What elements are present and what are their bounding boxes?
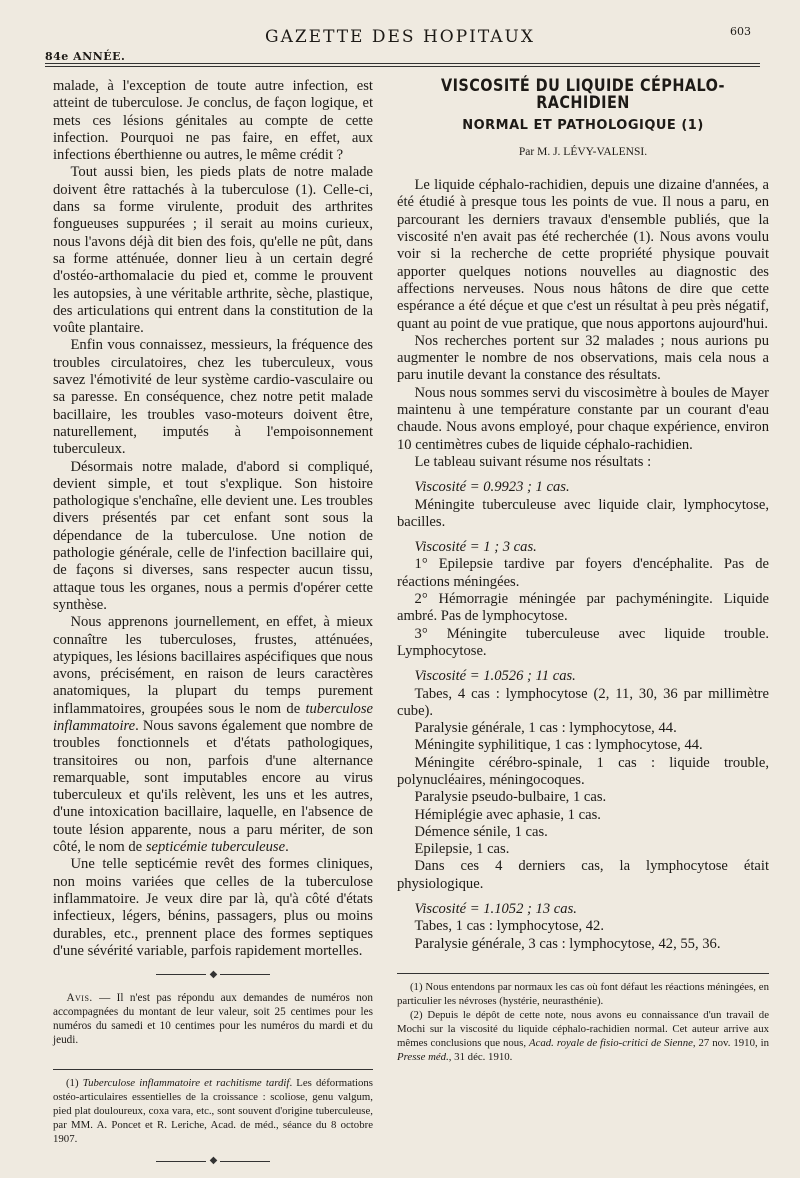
ornament-divider: ◆ <box>53 966 373 983</box>
newspaper-title: GAZETTE DES HOPITAUX <box>264 27 535 47</box>
footnote-rule <box>53 1069 373 1070</box>
right-column <box>397 78 769 1064</box>
viscosity-group-2-heading: Viscosité = 1 ; 3 cas. <box>414 539 537 556</box>
right-paragraph-3: Nous nous sommes servi du viscosimètre à boules de Mayer maintenu à une température constante par un courant d'eau chaude. Nous avons employé, pour chaque expérience, environ 10 centimètres cubes de liquide céphalo-rachidien. <box>397 384 769 453</box>
left-paragraph-6: Une telle septicémie revêt des formes cliniques, non moins variées que celles de la tuberculose inflammatoire. Je veux dire par là, qu'à côté d'états infectieux, légers, bénins, passagers, plus ou moins durables, etc., prennent place des formes septiques d'une sévérité variable, parfois rapidement mortelles. <box>53 856 373 959</box>
viscosity-group-2-case-1: 1° Epilepsie tardive par foyers d'encéphalite. Pas de réactions méningées. <box>397 556 769 590</box>
left-paragraph-1: malade, à l'exception de toute autre infection, est atteint de tuberculose. Je conclus, de façon logique, et mets ces lésions génitales au compte de cette infection. Pourquoi ne pas faire, en effet, aux infections éberthienne ou autres, le même crédit ? <box>53 78 373 164</box>
article-title: VISCOSITÉ DU LIQUIDE CÉPHALO-RACHIDIEN <box>441 76 725 114</box>
viscosity-group-3-case-7: Démence sénile, 1 cas. <box>414 823 548 840</box>
viscosity-group-3-case-3: Méningite syphilitique, 1 cas : lymphocytose, 44. <box>414 737 703 754</box>
viscosity-group-3-case-8: Epilepsie, 1 cas. <box>414 841 510 858</box>
viscosity-group-1-heading: Viscosité = 0.9923 ; 1 cas. <box>414 479 570 496</box>
ornament-divider-bottom: ◆ <box>53 1152 373 1169</box>
viscosity-group-2-case-2: 2° Hémorragie méningée par pachyméningite. Liquide ambré. Pas de lymphocytose. <box>397 591 769 625</box>
left-paragraph-2: Tout aussi bien, les pieds plats de notre malade doivent être rattachés à la tuberculose (1). Celle-ci, dans sa forme virulente, produit des arthrites fongueuses suppurées ; il serait au moins curieux, nous l'avons déjà dit bien des fois, qu'elle ne pût, dans sa forme atténuée, donner lieu à un certain degré d'ostéo-arthomalacie du pied et, comme le prouvent les autopsies, à une véritable arthrite, sèche, plastique, des articulations qui entrent dans la constitution de la voûte plantaire. <box>53 164 373 337</box>
left-column <box>53 78 373 1178</box>
right-paragraph-2: Nos recherches portent sur 32 malades ; nous aurions pu augmenter le nombre de nos observations, mais cela nous a paru inutile devant la constance des résultats. <box>397 332 769 384</box>
viscosity-group-4-heading: Viscosité = 1.1052 ; 13 cas. <box>414 901 577 918</box>
viscosity-group-2-case-3: 3° Méningite tuberculeuse avec liquide trouble. Lymphocytose. <box>397 625 769 659</box>
left-paragraph-5: Nous apprenons journellement, en effet, à mieux connaître les tuberculoses, frustes, atténuées, atypiques, les lésions bacillaires aspécifiques que nous avons, précisément, en raison de leurs caractères anatomiques, la plupart du temps purement inflammatoires, groupées sous le nom de tuberculose inflammatoire. Nous savons également que nombre de troubles fonctionnels et d'états pathologiques, transitoires ou non, parfois d'une alternance remarquable, sont imputables encore au virus tuberculeux et qu'ils relèvent, les uns et les autres, d'une intoxication bacillaire, laquelle, en l'absence de toute lésion apparente, nous a paru mériter, de son côté, le nom de septicémie tuberculeuse. <box>53 614 373 856</box>
viscosity-group-3-case-1: Tabes, 4 cas : lymphocytose (2, 11, 30, 36 par millimètre cube). <box>397 685 769 719</box>
viscosity-group-3-case-6: Hémiplégie avec aphasie, 1 cas. <box>414 806 601 823</box>
viscosity-group-3-case-4: Méningite cérébro-spinale, 1 cas : liquide trouble, polynucléaires, méningocoques. <box>397 754 769 788</box>
right-footnote-rule <box>397 973 769 974</box>
right-footnote-2: (2) Depuis le dépôt de cette note, nous avons eu connaissance d'un travail de Mochi sur la viscosité du liquide céphalo-rachidien normal. Cet auteur arrive aux mêmes conclusions que nous, Acad. royale de fisio-critici de Sienne, 27 nov. 1910, in Presse méd., 31 déc. 1910. <box>397 1008 770 1063</box>
viscosity-group-3-note: Dans ces 4 derniers cas, la lymphocytose était physiologique. <box>397 858 769 892</box>
avis-label: Avis. <box>66 992 93 1005</box>
issue-number: 84e ANNÉE. <box>45 50 126 63</box>
article-author: Par M. J. LÉVY-VALENSI. <box>518 145 648 158</box>
term-tuberculose-inflammatoire: tuberculose inflammatoire <box>53 700 373 734</box>
viscosity-group-1-case: Méningite tuberculeuse avec liquide clair, lymphocytose, bacilles. <box>397 496 769 530</box>
right-footnote-1: (1) Nous entendons par normaux les cas où font défaut les réactions méningées, en particulier les névroses (hystérie, neurasthénie). <box>397 980 769 1007</box>
left-footnote-1: (1) Tuberculose inflammatoire et rachitisme tardif. Les déformations ostéo-articulaires essentielles de la croissance : scoliose, genu valgum, pied plat douloureux, coxa vara, etc., sont souvent d'origine tuberculeuse, par MM. A. Poncet et R. Leriche, Acad. de méd., séance du 8 octobre 1907. <box>53 1077 373 1146</box>
left-paragraph-4: Désormais notre malade, d'abord si compliqué, devient simple, et tout s'explique. Son histoire pathologique s'enchaîne, elle devient une. Les troubles divers présentés par cet enfant sont sous la dépendance de la tuberculose. Une notion de pathologie générale, celle de l'infection bacillaire qui, de façons si diverses, sans respecter aucun tissu, attaque tous les organes, nous a permis d'opérer cette synthèse. <box>53 458 373 613</box>
avis-text: — Il n'est pas répondu aux demandes de numéros non accompagnées du montant de leur valeur, soit 25 centimes pour les numéros du samedi et 10 centimes pour les numéros du mardi et du jeudi. <box>53 992 373 1047</box>
article-subtitle: NORMAL ET PATHOLOGIQUE (1) <box>462 117 704 133</box>
viscosity-group-3-case-5: Paralysie pseudo-bulbaire, 1 cas. <box>414 789 607 806</box>
avis-notice <box>53 991 373 1047</box>
viscosity-group-4-case-2: Paralysie générale, 3 cas : lymphocytose, 42, 55, 36. <box>414 935 721 952</box>
right-paragraph-1: Le liquide céphalo-rachidien, depuis une dizaine d'années, a été étudié à presque tous les points de vue. Il nous a paru, en parcourant les derniers travaux d'ensemble publiés, que la viscosité n'en avait pas été recherchée (1). Nous avons voulu voir si la recherche de cette propriété physique pouvait apporter quelques notions nouvelles au diagnostic des affections nerveuses. Nous nous hâtons de dire que cette espérance a été déçue et que c'est un résultat à peu près négatif, quant au point de vue pratique, que nous apportons aujourd'hui. <box>397 177 769 332</box>
left-paragraph-3: Enfin vous connaissez, messieurs, la fréquence des troubles circulatoires, chez les tuberculeux, vous savez l'émotivité de leur système cardio-vasculaire ou sa paresse. En conséquence, chez notre petit malade bacillaire, les troubles vaso-moteurs doivent être, naturellement, imputés à l'empoisonnement tuberculeux. <box>53 337 373 458</box>
right-paragraph-4: Le tableau suivant résume nos résultats : <box>414 453 652 470</box>
viscosity-group-3-case-2: Paralysie générale, 1 cas : lymphocytose, 44. <box>414 720 677 737</box>
page-number: 603 <box>730 25 751 38</box>
term-septicemie-tuberculeuse: septicémie tuberculeuse <box>145 839 286 856</box>
viscosity-group-4-case-1: Tabes, 1 cas : lymphocytose, 42. <box>414 918 604 935</box>
viscosity-group-3-heading: Viscosité = 1.0526 ; 11 cas. <box>414 668 576 685</box>
header-rule <box>45 63 760 67</box>
